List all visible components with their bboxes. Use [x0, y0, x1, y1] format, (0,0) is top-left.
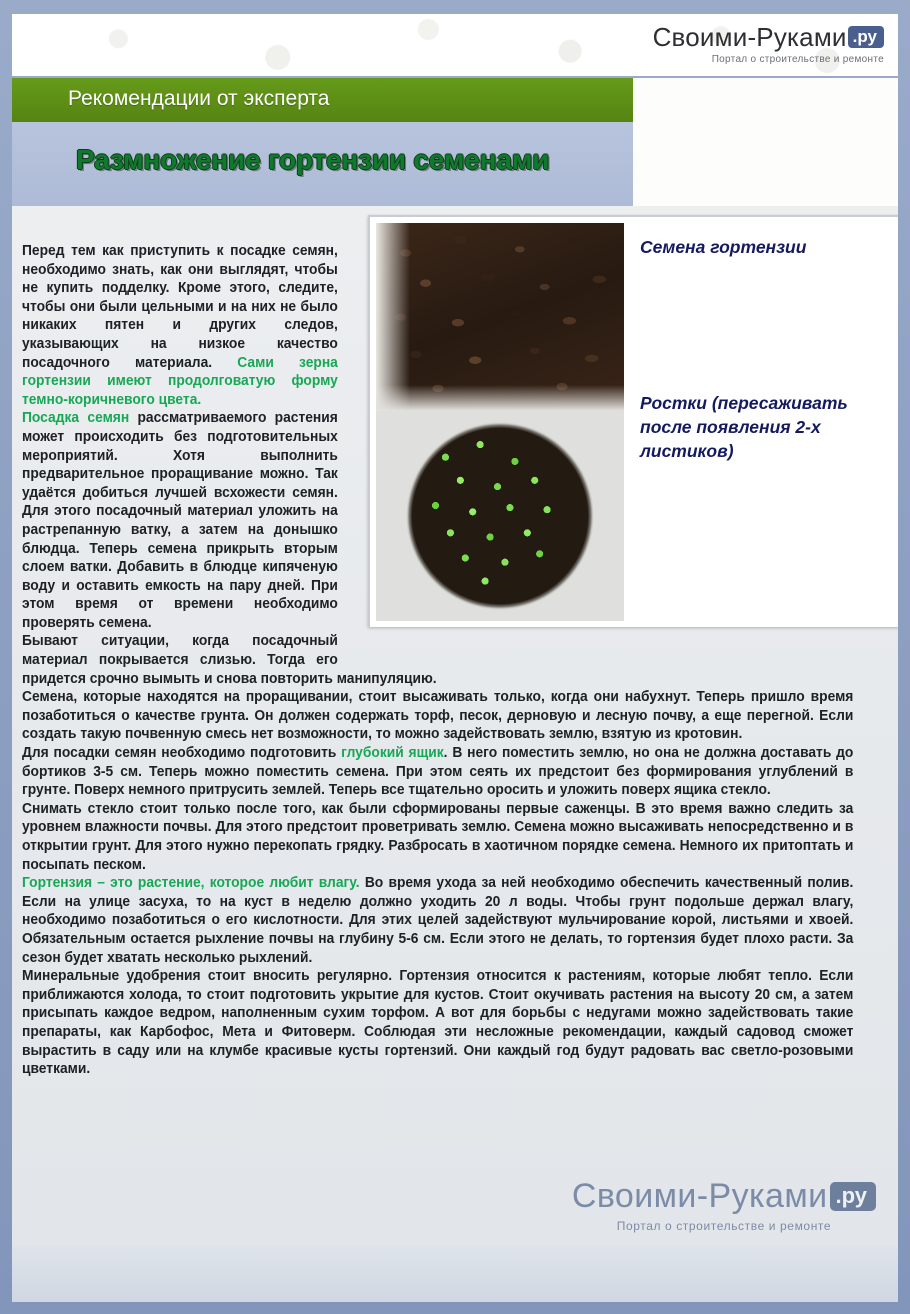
site-logo-domain-chip: .ру: [848, 26, 884, 48]
article-sheet: [12, 206, 898, 1246]
paragraph-5: [22, 744, 853, 800]
p1-text-a: Перед тем как приступить к посадке семян, необходимо знать, как они выглядят, чтобы не купить подделку. Кроме этого, следите, чтобы они были цельными и на них не было никаких пятен и других следов, указывающих на низкое качество посадочного материала.: [22, 243, 338, 371]
site-logo: [653, 24, 884, 65]
photo-fade-left: [376, 223, 410, 411]
photo-fade-bottom: [376, 385, 624, 411]
p7-text: Во время ухода за ней необходимо обеспечить качественный полив. Если на улице засуха, то на куст в неделю должно уходить 20 л воды. Чтобы грунт подольше держал влагу, необходимо позаботиться о его кислотности. Для этих целей задействуют мульчирование корой, листьями и хвоей. Обязательным остается рыхление почвы на глубину 5-6 см. Если этого не делать, то гортензия будет плохо расти. За сезон будет хватать несколько рыхлений.: [22, 875, 854, 966]
paragraph-4: Семена, которые находятся на проращивании, стоит высаживать только, когда они набухнут. Теперь пришло время позаботиться о качестве грунта. Он должен содержать торф, песок, дерновую и лесную почву, а еще перегной. Если создать такую почвенную смесь нет возможности, то можно задействовать землю, взятую из кротовин.: [22, 689, 854, 743]
footer-logo-tagline: Портал о строительстве и ремонте: [616, 1219, 832, 1233]
site-logo-word: Своими-Руками: [652, 22, 847, 52]
header-right-filler: [633, 78, 898, 122]
caption-sprouts: Ростки (пересаживать после появления 2-х листиков): [640, 393, 848, 461]
hydrangea-sprouts-photo: [376, 411, 624, 621]
p5-text-a: Для посадки семян необходимо подготовить: [22, 745, 342, 762]
hydrangea-seeds-photo: [376, 223, 624, 411]
title-band: [12, 122, 898, 206]
p7-highlight: Гортензия – это растение, которое любит влагу.: [22, 875, 360, 892]
p1-highlight: Сами зерна гортензии имеют продолговатую форму темно-коричневого цвета.: [22, 354, 338, 408]
footer-watermark: [572, 1179, 876, 1232]
paragraph-8: Минеральные удобрения стоит вносить регулярно. Гортензия относится к растениям, которые любят тепло. Если приближаются холода, то стоит подготовить укрытие для кустов. Стоит окучивать растения на высоту 20 см, а затем присыпать каждое ведром, наполненным сухим торфом. А вот для борьбы с недугами можно задействовать такие препараты, как Карбофос, Мета и Фитоверм. Соблюдая эти несложные рекомендации, каждый садовод сможет вырастить в саду или на клумбе красивые кусты гортензий. Они каждый год будут радовать вас светло-розовыми цветками.: [22, 968, 854, 1078]
footer-logo-domain-chip: .ру: [830, 1182, 877, 1211]
top-header-band: [12, 14, 898, 76]
footer-logo-word: Своими-Руками: [571, 1177, 828, 1215]
paragraph-7: [22, 874, 853, 967]
p5-highlight: глубокий ящик: [341, 745, 444, 762]
page-title: Размножение гортензии семенами: [76, 144, 550, 175]
photo-caption-panel: [368, 215, 898, 627]
expert-recommendation-bar: [12, 78, 633, 122]
bottom-strip: [12, 1246, 898, 1302]
paragraph-6: Снимать стекло стоит только после того, как были сформированы первые саженцы. В это время важно следить за уровнем влажности почвы. Для этого предстоит проветривать землю. Семена можно высаживать непосредственно и в открытии грунт. Для этого нужно перекопать грядку. Разбросать в хаотичном порядке семена. Немного их притоптать и посыпать песком.: [22, 800, 854, 873]
photo-column: [376, 223, 624, 621]
p2-text: рассматриваемого растения может происходить без подготовительных мероприятий. Хотя выполнить предварительное проращивание можно. Так удаётся добиться лучшей всхожести семян. Для этого посадочный материал уложить на растрепанную ватку, а затем на донышко блюдца. Теперь семена прикрыть вторым слоем ватки. Добавить в блюдце кипяченую воду и оставить емкость на пару дней. При этом время от времени необходимо проверять семена.: [22, 410, 338, 631]
title-band-inner: [12, 122, 633, 206]
expert-recommendation-label: Рекомендации от эксперта: [68, 87, 330, 110]
p5-text-b: . В него поместить землю, но она не должна доставать до бортиков 3-5 см. Теперь можно поместить семена. При этом сеять их предстоит без формирования углублений в грунте. Поверх немного притрусить землей. Теперь все тщательно оросить и уложить поверх ящика стекло.: [22, 745, 854, 799]
site-logo-tagline: Портал о строительстве и ремонте: [711, 54, 884, 65]
title-band-right-filler: [633, 122, 898, 206]
caption-seeds: Семена гортензии: [640, 237, 807, 257]
p2-highlight: Посадка семян: [22, 410, 130, 427]
paragraph-3: Бывают ситуации, когда посадочный материал покрывается слизью. Тогда его придется срочно вымыть и снова повторить манипуляцию.: [22, 633, 437, 687]
